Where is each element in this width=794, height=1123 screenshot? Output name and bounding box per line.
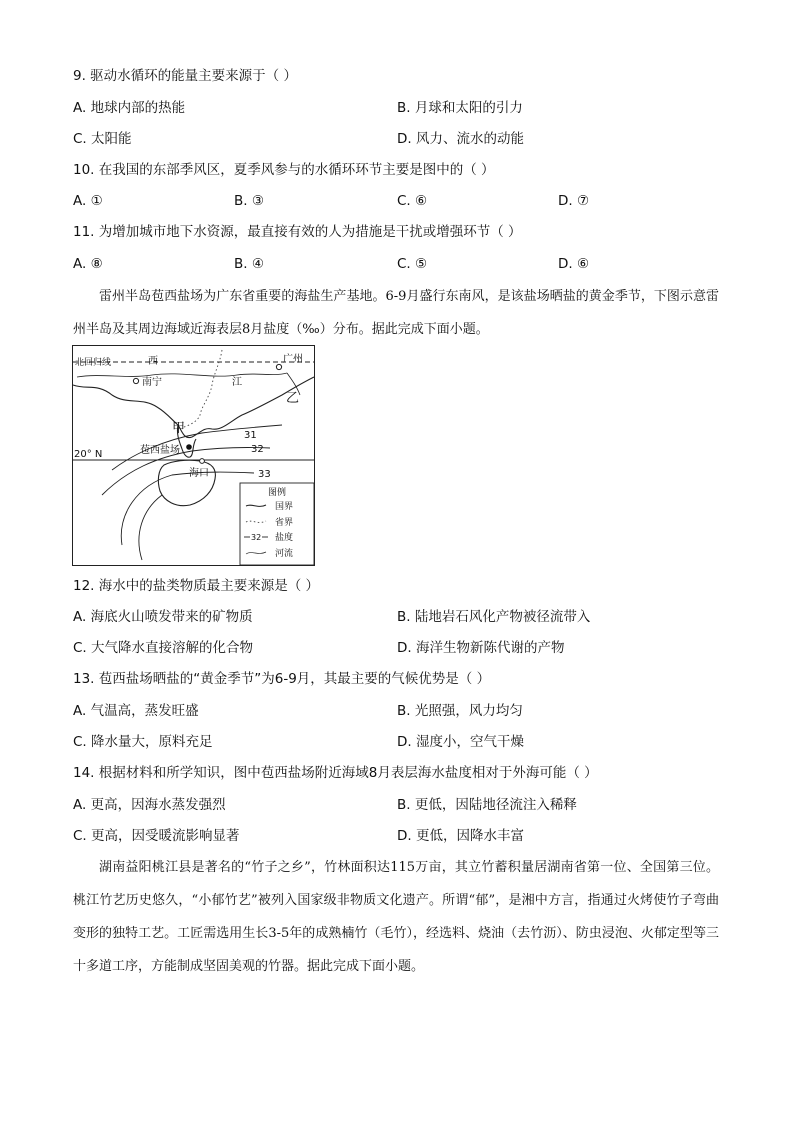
- legend-river-label: 河流: [275, 549, 294, 559]
- legend-province-label: 省界: [275, 518, 294, 528]
- label-isoline-32: 32: [251, 444, 264, 455]
- question-11-stem: 11. 为增加城市地下水资源，最直接有效的人为措施是干扰或增强环节（ ）: [73, 224, 522, 240]
- q13-option-d[interactable]: D. 湿度小，空气干燥: [397, 734, 524, 750]
- q10-option-d[interactable]: D. ⑦: [558, 193, 590, 209]
- q13-option-c[interactable]: C. 降水量大，原料充足: [73, 734, 213, 750]
- label-xi: 西: [148, 356, 158, 367]
- legend-salinity-label: 盐度: [275, 533, 294, 543]
- salinity-map: [72, 345, 315, 566]
- question-10-stem: 10. 在我国的东部季风区，夏季风参与的水循环环节主要是图中的（ ）: [73, 162, 495, 178]
- q13-option-b[interactable]: B. 光照强，风力均匀: [397, 703, 523, 719]
- q12-option-a[interactable]: A. 海底火山喷发带来的矿物质: [73, 609, 253, 625]
- label-jiang: 江: [232, 377, 242, 388]
- legend-salinity-number: 32: [251, 533, 262, 542]
- legend-border-label: 国界: [275, 502, 294, 512]
- label-nanning: 南宁: [142, 377, 162, 388]
- nanning-dot: [133, 378, 138, 383]
- q11-option-b[interactable]: B. ④: [234, 256, 264, 272]
- q14-option-c[interactable]: C. 更高，因受暖流影响显著: [73, 828, 240, 844]
- haikou-dot: [200, 459, 205, 464]
- q10-option-c[interactable]: C. ⑥: [397, 193, 428, 209]
- q11-option-a[interactable]: A. ⑧: [73, 256, 103, 272]
- q9-option-c[interactable]: C. 太阳能: [73, 131, 132, 147]
- question-14-stem: 14. 根据材料和所学知识，图中苞西盐场附近海域8月表层海水盐度相对于外海可能（ ）: [73, 765, 598, 781]
- question-12-stem: 12. 海水中的盐类物质最主要来源是（ ）: [73, 578, 320, 594]
- label-jia: 甲: [172, 421, 186, 436]
- guangzhou-dot: [276, 364, 281, 369]
- label-isoline-33: 33: [258, 469, 271, 480]
- legend-title: 图例: [268, 488, 287, 498]
- q13-option-a[interactable]: A. 气温高，蒸发旺盛: [73, 703, 199, 719]
- label-isoline-31: 31: [244, 430, 257, 441]
- label-latitude: 20° N: [74, 449, 103, 460]
- q12-option-d[interactable]: D. 海洋生物新陈代谢的产物: [397, 640, 565, 656]
- saltfield-dot: [186, 444, 192, 450]
- q14-option-d[interactable]: D. 更低，因降水丰富: [397, 828, 524, 844]
- q10-option-a[interactable]: A. ①: [73, 193, 103, 209]
- q9-option-d[interactable]: D. 风力、流水的动能: [397, 131, 524, 147]
- q14-option-a[interactable]: A. 更高，因海水蒸发强烈: [73, 797, 226, 813]
- label-guangzhou: 广州: [283, 354, 303, 365]
- material-paragraph-bamboo: 湖南益阳桃江县是著名的“竹子之乡”，竹林面积达115万亩，其立竹蓄积量居湖南省第一位、全国第三位。桃江竹艺历史悠久，“小郁竹艺”被列入国家级非物质文化遗产。所谓“郁”，是湘中方言，指通过火烤使竹子弯曲变形的独特工艺。工匠需选用生长3-5年的成熟楠竹（毛竹），经选料、烧油（去竹沥）、防虫浸泡、火郁定型等三十多道工序，方能制成坚固美观的竹器。据此完成下面小题。: [73, 860, 719, 974]
- label-yi: 乙: [286, 391, 300, 406]
- q11-option-d[interactable]: D. ⑥: [558, 256, 590, 272]
- question-9-stem: 9. 驱动水循环的能量主要来源于（ ）: [73, 68, 297, 84]
- q12-option-c[interactable]: C. 大气降水直接溶解的化合物: [73, 640, 254, 656]
- q9-option-b[interactable]: B. 月球和太阳的引力: [397, 100, 523, 116]
- q11-option-c[interactable]: C. ⑤: [397, 256, 428, 272]
- label-saltfield: 苞西盐场: [140, 445, 180, 456]
- q9-option-a[interactable]: A. 地球内部的热能: [73, 100, 186, 116]
- q12-option-b[interactable]: B. 陆地岩石风化产物被径流带入: [397, 609, 591, 625]
- q10-option-b[interactable]: B. ③: [234, 193, 264, 209]
- tropic-label: 北回归线: [75, 358, 112, 368]
- question-13-stem: 13. 苞西盐场晒盐的“黄金季节”为6-9月，其最主要的气候优势是（ ）: [73, 671, 491, 687]
- q14-option-b[interactable]: B. 更低，因陆地径流注入稀释: [397, 797, 577, 813]
- material-paragraph-salt-field: 雷州半岛苞西盐场为广东省重要的海盐生产基地。6-9月盛行东南风，是该盐场晒盐的黄金季节，下图示意雷州半岛及其周边海域近海表层8月盐度（‰）分布。据此完成下面小题。: [73, 289, 719, 337]
- label-haikou: 海口: [189, 468, 209, 479]
